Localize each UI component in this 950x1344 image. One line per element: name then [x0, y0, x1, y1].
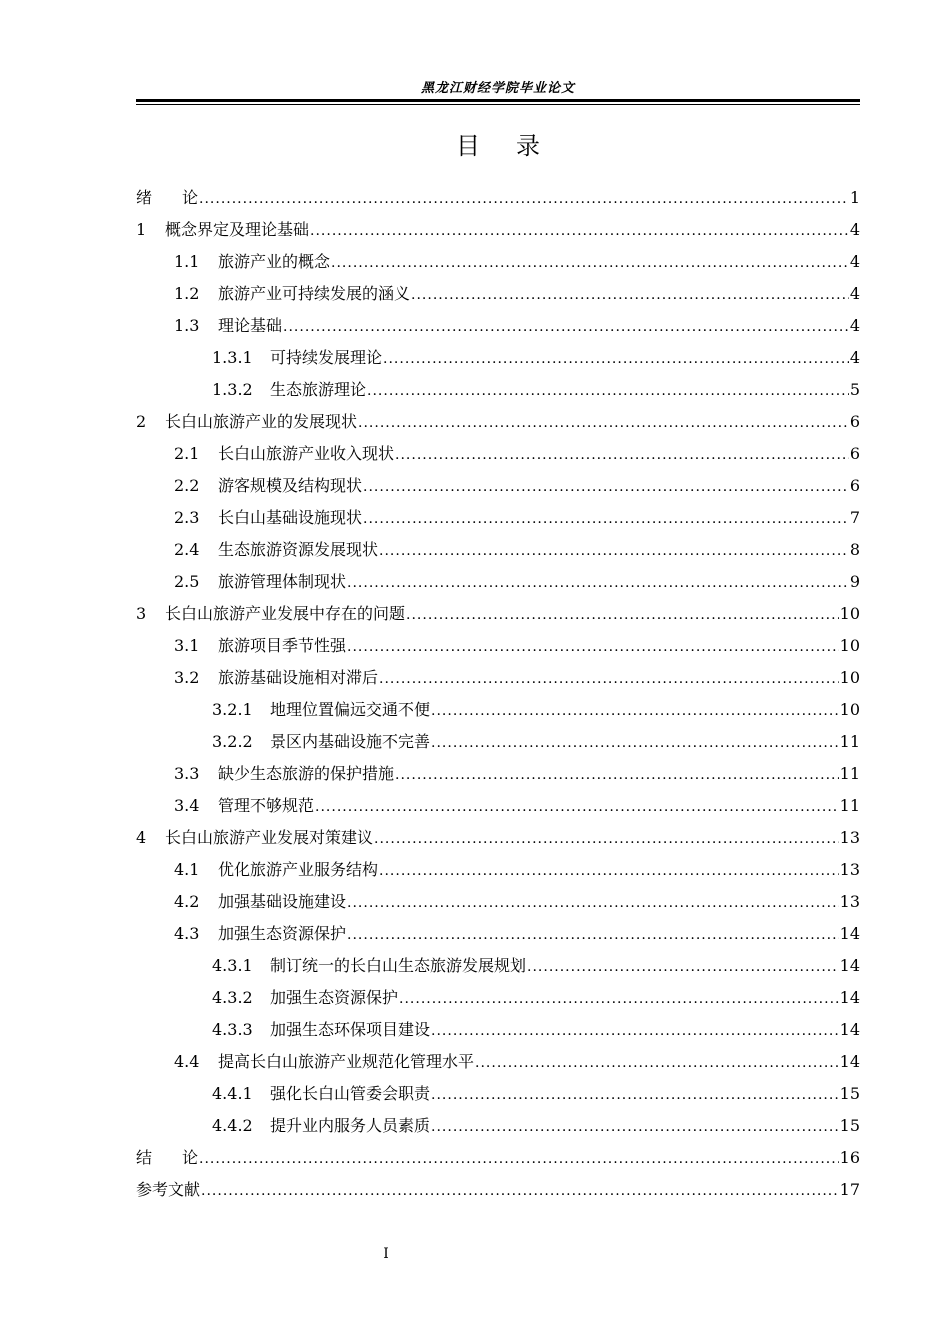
toc-entry-number: 3.2.2 — [212, 732, 253, 751]
toc-entry-number: 2.4 — [174, 540, 200, 559]
dot-leader — [347, 630, 839, 663]
toc-entry-number: 3.2 — [174, 668, 200, 687]
dot-leader — [201, 1174, 839, 1207]
toc-entry-number: 2.2 — [174, 476, 200, 495]
toc-entry-number: 1.1 — [174, 252, 200, 271]
toc-entry-page: 16 — [839, 1148, 860, 1167]
dot-leader — [399, 982, 839, 1015]
toc-entry-page: 13 — [839, 828, 860, 847]
toc-entry[interactable] — [136, 534, 860, 566]
toc-entry[interactable] — [136, 1110, 860, 1142]
dot-leader — [379, 662, 839, 695]
dot-leader — [199, 182, 849, 215]
toc-entry-label: 概念界定及理论基础 — [165, 220, 310, 239]
toc-entry-page: 6 — [849, 412, 860, 431]
toc-entry-label: 生态旅游资源发展现状 — [218, 540, 379, 559]
toc-entry-number: 4.3.3 — [212, 1020, 253, 1039]
dot-leader — [406, 598, 839, 631]
toc-entry-page: 11 — [839, 796, 860, 815]
dot-leader — [431, 1110, 839, 1143]
dot-leader — [431, 1078, 839, 1111]
toc-entry-number: 4.3.2 — [212, 988, 253, 1007]
toc-entry-number: 4.2 — [174, 892, 200, 911]
dot-leader — [199, 1142, 839, 1175]
toc-entry-page: 10 — [839, 636, 860, 655]
table-of-contents — [136, 182, 860, 1206]
toc-entry-page: 13 — [839, 892, 860, 911]
toc-entry-label: 旅游产业可持续发展的涵义 — [218, 284, 411, 303]
dot-leader — [331, 246, 849, 279]
toc-entry[interactable] — [136, 854, 860, 886]
toc-entry-page: 6 — [849, 444, 860, 463]
toc-entry-label: 旅游产业的概念 — [218, 252, 331, 271]
toc-entry-number: 1 — [136, 220, 147, 239]
toc-entry-number: 1.3 — [174, 316, 200, 335]
toc-entry[interactable] — [136, 214, 860, 246]
dot-leader — [347, 918, 839, 951]
toc-entry[interactable] — [136, 470, 860, 502]
toc-entry-page: 14 — [839, 1052, 860, 1071]
toc-entry-label: 可持续发展理论 — [270, 348, 383, 367]
toc-entry-label: 长白山旅游产业发展中存在的问题 — [165, 604, 406, 623]
toc-entry-page: 15 — [839, 1084, 860, 1103]
toc-entry[interactable] — [136, 726, 860, 758]
toc-entry-number: 4.3 — [174, 924, 200, 943]
dot-leader — [475, 1046, 839, 1079]
header-rule-thin — [136, 104, 860, 105]
toc-entry-label: 加强生态资源保护 — [270, 988, 399, 1007]
dot-leader — [283, 310, 849, 343]
toc-entry[interactable] — [136, 950, 860, 982]
toc-entry[interactable] — [136, 630, 860, 662]
toc-entry[interactable] — [136, 982, 860, 1014]
toc-entry-page: 4 — [849, 348, 860, 367]
dot-leader — [411, 278, 849, 311]
toc-entry-number: 2 — [136, 412, 147, 431]
dot-leader — [315, 790, 839, 823]
dot-leader — [395, 758, 839, 791]
dot-leader — [347, 566, 849, 599]
dot-leader — [367, 374, 849, 407]
toc-entry[interactable] — [136, 1046, 860, 1078]
toc-entry-label: 旅游管理体制现状 — [218, 572, 347, 591]
toc-entry-number: 1.2 — [174, 284, 200, 303]
toc-title: 目录 — [456, 132, 576, 160]
toc-entry[interactable] — [136, 374, 860, 406]
toc-entry-page: 15 — [839, 1116, 860, 1135]
toc-entry-number: 3.2.1 — [212, 700, 253, 719]
toc-entry[interactable] — [136, 918, 860, 950]
dot-leader — [527, 950, 839, 983]
toc-entry-label: 理论基础 — [218, 316, 283, 335]
toc-entry[interactable] — [136, 662, 860, 694]
toc-entry[interactable] — [136, 694, 860, 726]
toc-entry-page: 7 — [849, 508, 860, 527]
toc-entry-label: 长白山旅游产业收入现状 — [218, 444, 395, 463]
toc-entry-page: 10 — [839, 668, 860, 687]
toc-entry-label: 结论 — [136, 1148, 229, 1167]
toc-entry[interactable] — [136, 310, 860, 342]
page-number: I — [383, 1246, 389, 1262]
toc-entry-number: 3 — [136, 604, 147, 623]
toc-entry-number: 2.3 — [174, 508, 200, 527]
toc-entry[interactable] — [136, 438, 860, 470]
toc-entry-page: 9 — [849, 572, 860, 591]
toc-entry-label: 地理位置偏远交通不便 — [270, 700, 431, 719]
toc-entry-number: 4.3.1 — [212, 956, 253, 975]
dot-leader — [363, 502, 849, 535]
dot-leader — [379, 854, 839, 887]
toc-entry-label: 长白山基础设施现状 — [218, 508, 363, 527]
toc-entry-label: 加强生态资源保护 — [218, 924, 347, 943]
toc-entry-page: 4 — [849, 220, 860, 239]
toc-entry-page: 4 — [849, 284, 860, 303]
dot-leader — [395, 438, 849, 471]
toc-entry[interactable] — [136, 886, 860, 918]
toc-entry-label: 优化旅游产业服务结构 — [218, 860, 379, 879]
toc-entry[interactable] — [136, 598, 860, 630]
toc-entry-number: 2.5 — [174, 572, 200, 591]
toc-entry-number: 3.4 — [174, 796, 200, 815]
toc-entry[interactable] — [136, 406, 860, 438]
toc-entry-page: 10 — [839, 700, 860, 719]
toc-entry-label: 景区内基础设施不完善 — [270, 732, 431, 751]
dot-leader — [431, 1014, 839, 1047]
toc-entry-page: 14 — [839, 956, 860, 975]
dot-leader — [374, 822, 839, 855]
toc-entry-label: 强化长白山管委会职责 — [270, 1084, 431, 1103]
toc-entry-page: 11 — [839, 764, 860, 783]
toc-entry[interactable] — [136, 1142, 860, 1174]
toc-entry-number: 3.1 — [174, 636, 200, 655]
document-header-title: 黑龙江财经学院毕业论文 — [420, 81, 575, 96]
dot-leader — [347, 886, 839, 919]
toc-entry-page: 10 — [839, 604, 860, 623]
toc-entry-label: 旅游基础设施相对滞后 — [218, 668, 379, 687]
toc-entry-number: 4.4.1 — [212, 1084, 253, 1103]
toc-entry-page: 14 — [839, 1020, 860, 1039]
toc-entry-label: 加强生态环保项目建设 — [270, 1020, 431, 1039]
toc-entry-page: 1 — [849, 188, 860, 207]
toc-entry[interactable] — [136, 1174, 860, 1206]
toc-entry-label: 绪论 — [136, 188, 229, 207]
toc-entry-page: 17 — [839, 1180, 860, 1199]
toc-entry-label: 制订统一的长白山生态旅游发展规划 — [270, 956, 527, 975]
dot-leader — [310, 214, 849, 247]
dot-leader — [431, 694, 839, 727]
toc-entry-page: 11 — [839, 732, 860, 751]
toc-entry[interactable] — [136, 566, 860, 598]
dot-leader — [358, 406, 849, 439]
toc-entry-page: 5 — [849, 380, 860, 399]
toc-entry-label: 提升业内服务人员素质 — [270, 1116, 431, 1135]
toc-entry-label: 管理不够规范 — [218, 796, 315, 815]
dot-leader — [431, 726, 839, 759]
toc-entry-label: 生态旅游理论 — [270, 380, 367, 399]
toc-entry-label: 参考文献 — [136, 1180, 201, 1199]
toc-entry[interactable] — [136, 502, 860, 534]
toc-entry[interactable] — [136, 1014, 860, 1046]
toc-entry[interactable] — [136, 278, 860, 310]
dot-leader — [379, 534, 849, 567]
toc-entry-page: 8 — [849, 540, 860, 559]
toc-entry-label: 游客规模及结构现状 — [218, 476, 363, 495]
dot-leader — [383, 342, 849, 375]
toc-entry-number: 2.1 — [174, 444, 200, 463]
toc-entry-page: 6 — [849, 476, 860, 495]
toc-entry[interactable] — [136, 182, 860, 214]
toc-entry-label: 长白山旅游产业发展对策建议 — [165, 828, 374, 847]
toc-entry-label: 提高长白山旅游产业规范化管理水平 — [218, 1052, 475, 1071]
toc-entry[interactable] — [136, 246, 860, 278]
toc-entry-label: 加强基础设施建设 — [218, 892, 347, 911]
toc-entry-number: 4.1 — [174, 860, 200, 879]
toc-entry-label: 长白山旅游产业的发展现状 — [165, 412, 358, 431]
dot-leader — [363, 470, 849, 503]
toc-entry[interactable] — [136, 790, 860, 822]
toc-entry[interactable] — [136, 758, 860, 790]
toc-entry-label: 缺少生态旅游的保护措施 — [218, 764, 395, 783]
toc-entry-label: 旅游项目季节性强 — [218, 636, 347, 655]
toc-entry-page: 13 — [839, 860, 860, 879]
toc-entry-number: 4 — [136, 828, 147, 847]
toc-entry-number: 1.3.2 — [212, 380, 253, 399]
toc-entry-page: 4 — [849, 252, 860, 271]
toc-entry-page: 14 — [839, 988, 860, 1007]
toc-entry-number: 4.4 — [174, 1052, 200, 1071]
header-rule-thick — [136, 99, 860, 102]
toc-entry[interactable] — [136, 822, 860, 854]
toc-entry[interactable] — [136, 1078, 860, 1110]
toc-entry-page: 14 — [839, 924, 860, 943]
toc-entry-page: 4 — [849, 316, 860, 335]
toc-entry-number: 1.3.1 — [212, 348, 253, 367]
toc-entry-number: 3.3 — [174, 764, 200, 783]
toc-entry[interactable] — [136, 342, 860, 374]
toc-entry-number: 4.4.2 — [212, 1116, 253, 1135]
